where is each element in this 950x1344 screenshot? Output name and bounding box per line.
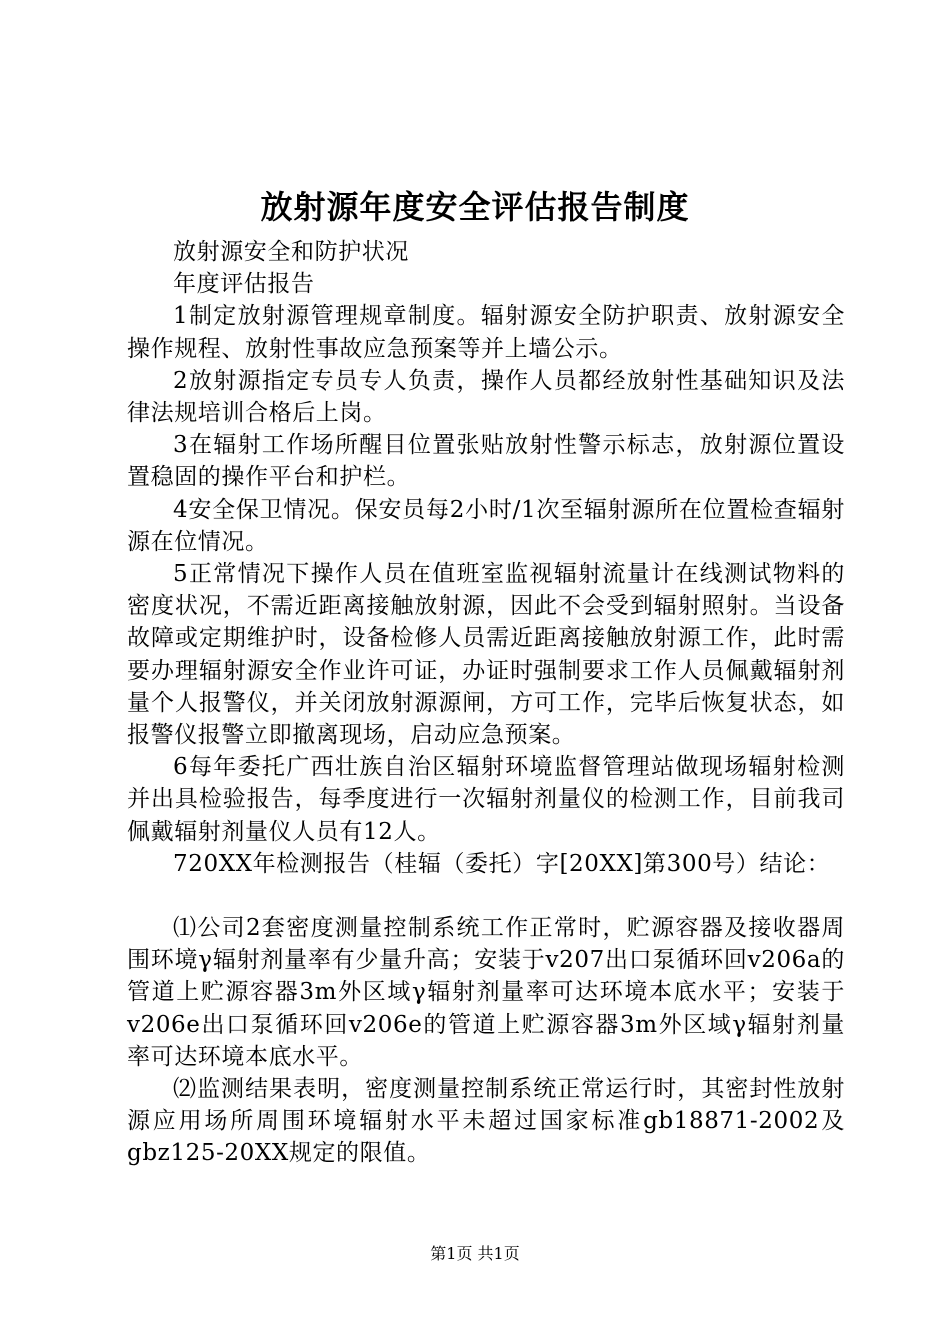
paragraph-item-6: 6每年委托广西壮族自治区辐射环境监督管理站做现场辐射检测并出具检验报告，每季度进行一次辐射剂量仪的检测工作，目前我司佩戴辐射剂量仪人员有12人。 <box>127 754 845 845</box>
paragraph-item-2: 2放射源指定专员专人负责，操作人员都经放射性基础知识及法律法规培训合格后上岗。 <box>127 367 845 427</box>
paragraph-item-4: 4安全保卫情况。保安员每2小时/1次至辐射源所在位置检查辐射源在位情况。 <box>127 496 845 555</box>
paragraph-item-5: 5正常情况下操作人员在值班室监视辐射流量计在线测试物料的密度状况，不需近距离接触放射源，因此不会受到辐射照射。当设备故障或定期维护时，设备检修人员需近距离接触放射源工作，此时需要办理辐射源安全作业许可证，办证时强制要求工作人员佩戴辐射剂量个人报警仪，并关闭放射源源闸，方可工作，完毕后恢复状态，如报警仪报警立即撤离现场，启动应急预案。 <box>127 561 845 749</box>
paragraph-heading-1: 放射源安全和防护状况 <box>173 239 409 265</box>
paragraph-conclusion-1: ⑴公司2套密度测量控制系统工作正常时，贮源容器及接收器周围环境γ辐射剂量率有少量升高；安装于v207出口泵循环回v206a的管道上贮源容器3m外区域γ辐射剂量率可达环境本底水平；安装于v206e出口泵循环回v206e的管道上贮源容器3m外区域γ辐射剂量率可达环境本底水平。 <box>127 915 845 1070</box>
paragraph-item-7: 720XX年检测报告（桂辐（委托）字[20XX]第300号）结论： <box>173 850 831 877</box>
page-footer: 第1页 共1页 <box>430 1244 520 1263</box>
paragraph-heading-2: 年度评估报告 <box>173 271 315 298</box>
paragraph-item-1: 1制定放射源管理规章制度。辐射源安全防护职责、放射源安全操作规程、放射性事故应急预案等并上墙公示。 <box>127 303 845 362</box>
document-title: 放射源年度安全评估报告制度 <box>260 188 690 226</box>
document-body <box>127 236 845 1170</box>
paragraph-conclusion-2: ⑵监测结果表明，密度测量控制系统正常运行时，其密封性放射源应用场所周围环境辐射水平未超过国家标准gb18871-2002及gbz125-20XX规定的限值。 <box>127 1076 845 1167</box>
paragraph-item-3: 3在辐射工作场所醒目位置张贴放射性警示标志，放射源位置设置稳固的操作平台和护栏。 <box>127 432 845 491</box>
